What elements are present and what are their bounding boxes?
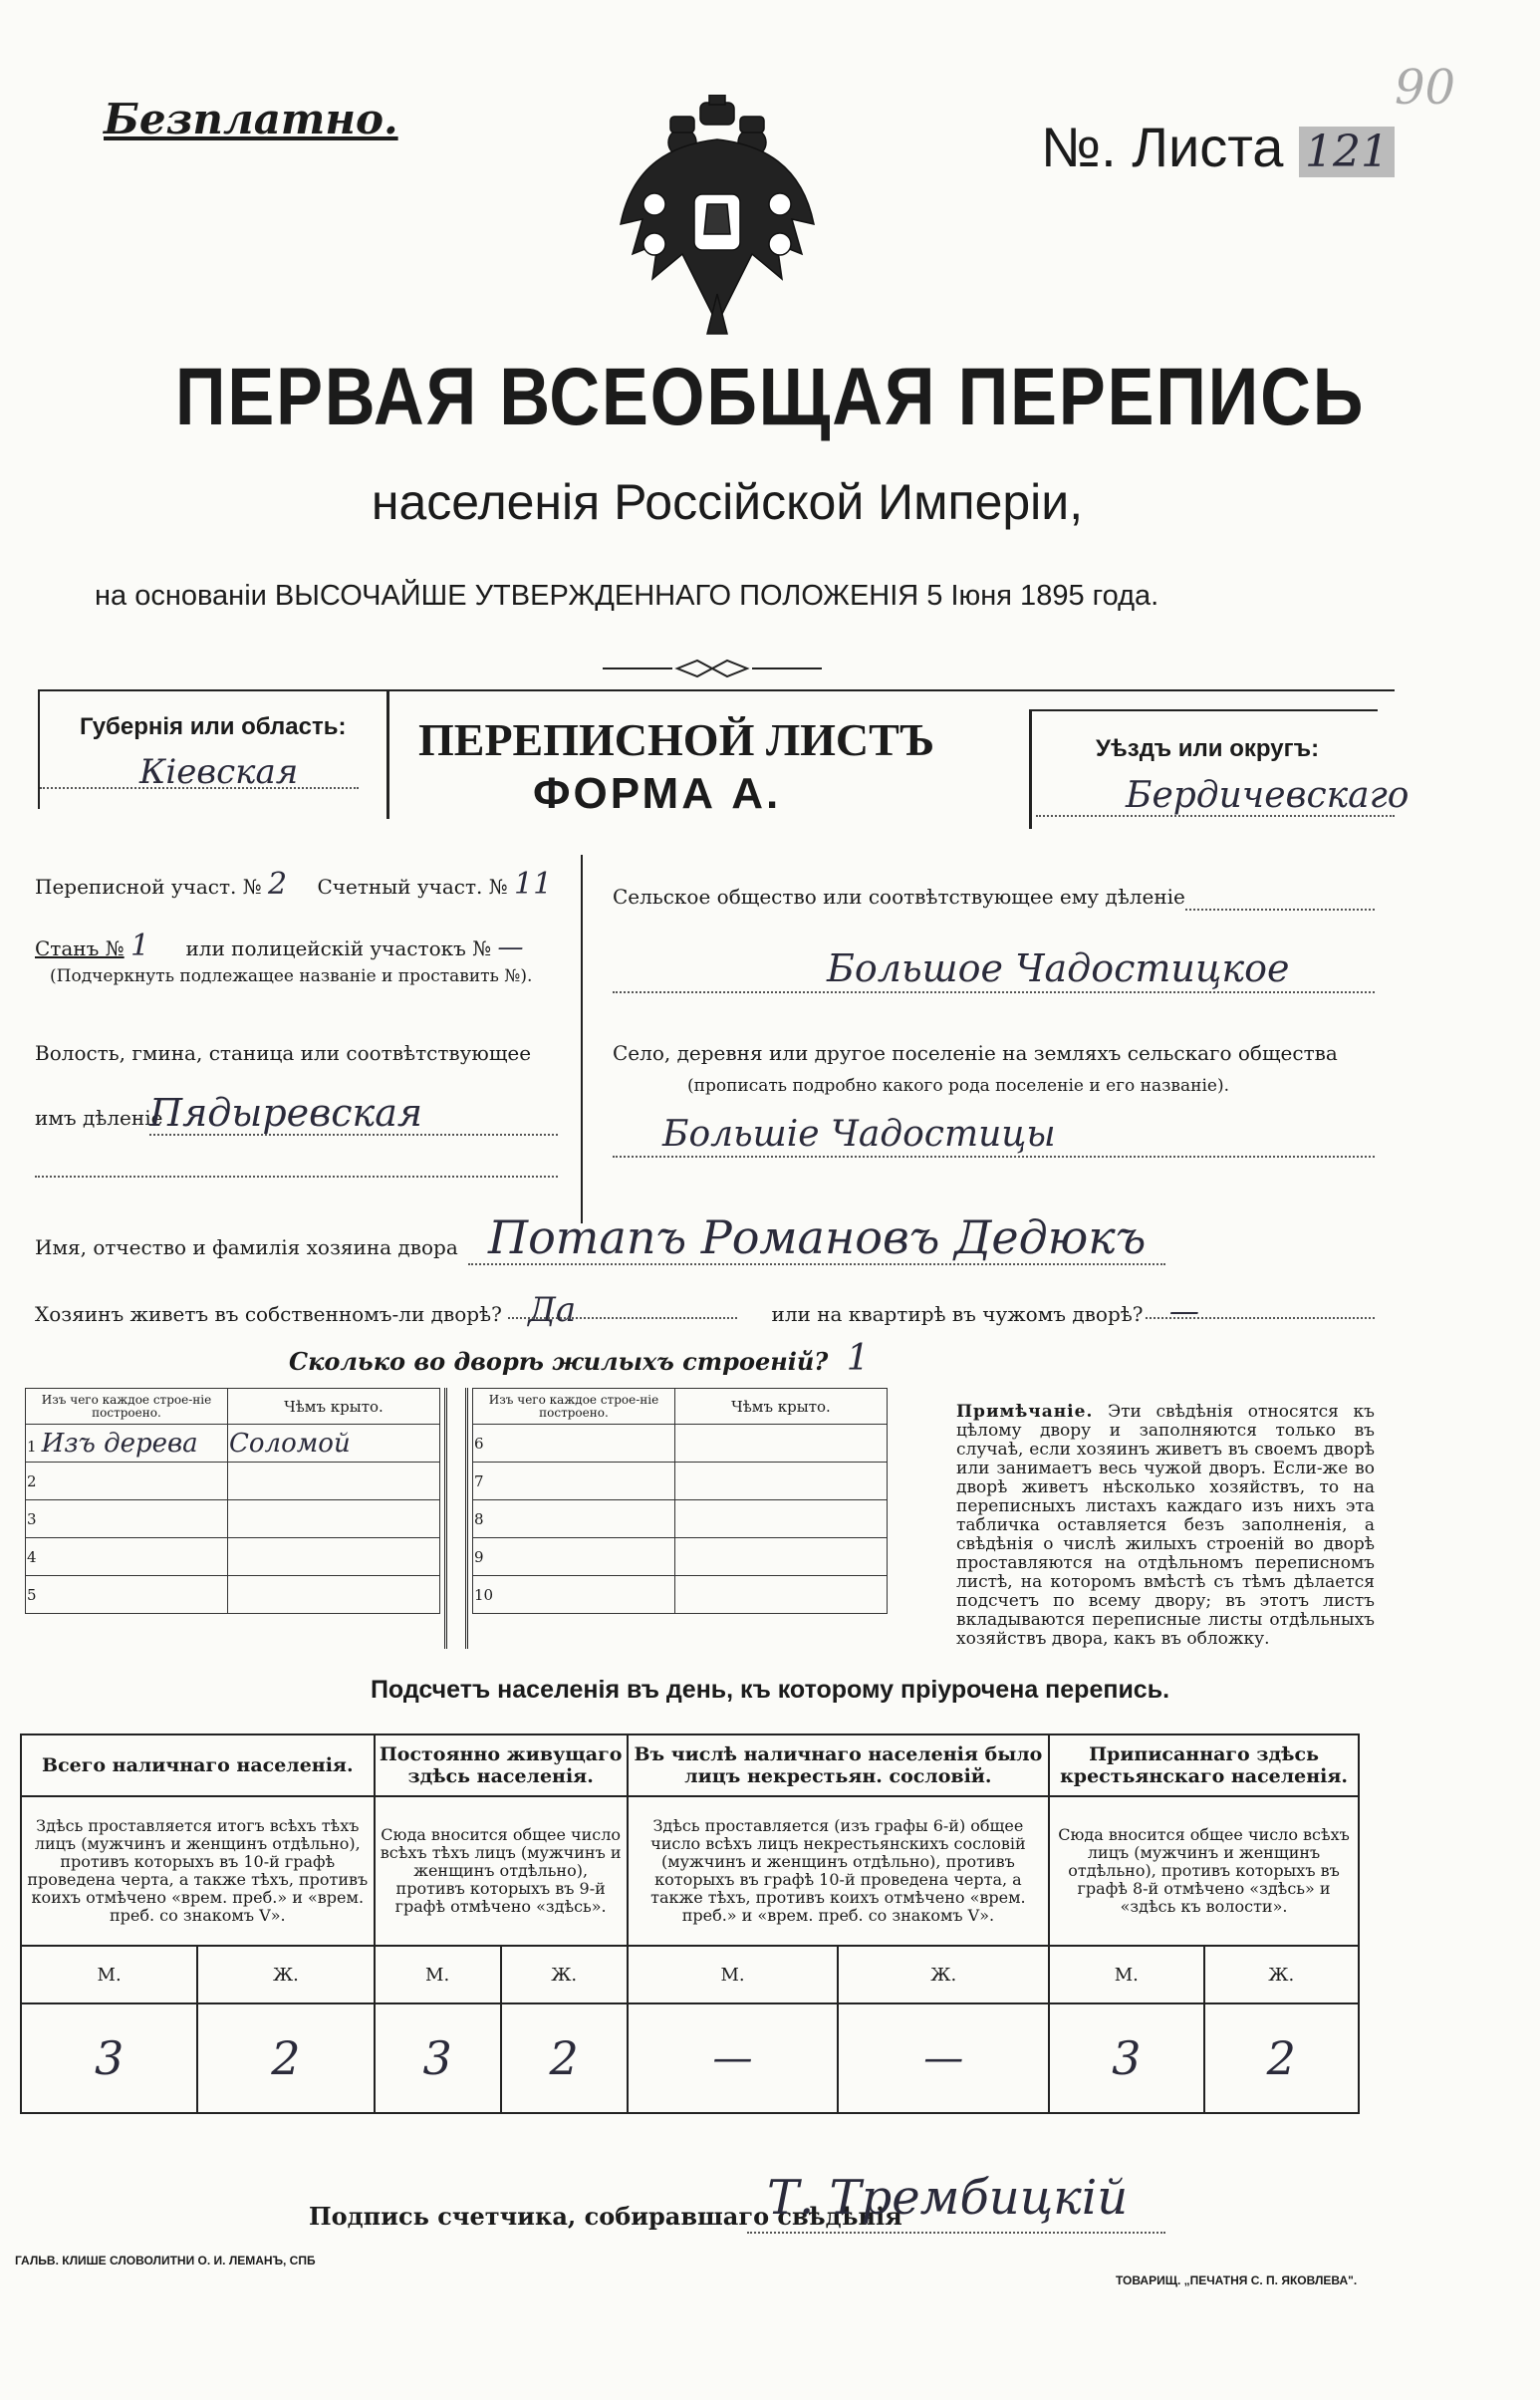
pop-col-desc: Сюда вносится общее число всѣхъ тѣхъ лицъ (мужчинъ и женщинъ отдѣльно), противъ которыхъ въ 9-й графѣ отмѣчено «здѣсь».	[375, 1796, 628, 1946]
gubernia-value: Кіевская	[139, 752, 299, 792]
male-header: М.	[21, 1946, 197, 2003]
ornament-divider	[603, 658, 822, 679]
female-count: 2	[197, 2003, 374, 2113]
stan-field	[35, 929, 523, 963]
volost-label-2: имъ дѣленіе	[35, 1106, 163, 1130]
building-roof: Соломой	[228, 1425, 440, 1463]
uezd-label: Уѣздъ или округъ:	[1096, 735, 1320, 762]
schet-label: Счетный участ. №	[317, 875, 508, 899]
col-material-header: Изъ чего каждое строе-ніе построено.	[26, 1389, 228, 1425]
building-row: 1 Изъ дерева	[26, 1425, 228, 1463]
pop-col-head: Постоянно живущаго здѣсь населенія.	[375, 1734, 628, 1796]
buildings-table-left	[25, 1388, 440, 1614]
form-title: ПЕРЕПИСНОЙ ЛИСТЪ	[418, 714, 935, 765]
col-roof-header: Чѣмъ крыто.	[228, 1389, 440, 1425]
buildings-table	[25, 1388, 888, 1649]
pop-col-desc: Здѣсь проставляется (изъ графы 6-й) общее число всѣхъ лицъ некрестьянскихъ сословій (мужчинъ и женщинъ отдѣльно), противъ которыхъ въ графѣ 10-й проведена черта, а также тѣхъ, противъ коихъ отмѣчено «врем. преб.» и «врем. преб. со знакомъ V».	[628, 1796, 1049, 1946]
sheet-number-label: №. Листа	[1041, 116, 1284, 178]
pop-col-desc: Сюда вносится общее число всѣхъ лицъ (мужчинъ и женщинъ отдѣльно), противъ которыхъ въ графѣ 8-й отмѣчено «здѣсь» и «здѣсь къ волости».	[1049, 1796, 1359, 1946]
male-count: —	[628, 2003, 839, 2113]
census-title: ПЕРВАЯ ВСЕОБЩАЯ ПЕРЕПИСЬ	[174, 352, 1366, 442]
building-row: 2	[26, 1463, 228, 1500]
signature-value: Т. Трембицкій	[767, 2170, 1129, 2226]
owner-own-field	[35, 1290, 1370, 1330]
uezd-value: Бердичевскаго	[1126, 775, 1410, 816]
female-count: 2	[501, 2003, 628, 2113]
village-label: Село, деревня или другое поселеніе на земляхъ сельскаго общества	[613, 1041, 1338, 1065]
society-label: Сельское общество или соотвѣтствующее ему дѣленіе	[613, 885, 1185, 909]
building-row: 3	[26, 1500, 228, 1538]
note-block	[956, 1403, 1375, 1649]
printer-right: ТОВАРИЩ. „ПЕЧАТНЯ С. П. ЯКОВЛЕВА".	[1116, 2273, 1358, 2287]
pop-col-head: Приписаннаго здѣсь крестьянскаго населенія.	[1049, 1734, 1359, 1796]
buildings-table-right	[472, 1388, 888, 1614]
uchast-field	[35, 867, 552, 902]
uchast-value: 2	[268, 867, 288, 902]
society-value: Большое Чадостицкое	[827, 946, 1290, 990]
note-head: Примѣчаніе.	[956, 1402, 1094, 1422]
police-value: —	[497, 933, 524, 962]
printer-left: ГАЛЬВ. КЛИШЕ СЛОВОЛИТНИ О. И. ЛЕМАНЪ, СПБ	[15, 2254, 316, 2267]
form-letter: ФОРМА А.	[533, 769, 782, 818]
female-header: Ж.	[1204, 1946, 1360, 2003]
building-row: 9	[473, 1538, 675, 1576]
col-material-header: Изъ чего каждое строе-ніе построено.	[473, 1389, 675, 1425]
owner-rent-label: или на квартирѣ въ чужомъ дворѣ?	[771, 1302, 1144, 1326]
signature-label: Подпись счетчика, собиравшаго свѣдѣнія	[309, 2202, 902, 2231]
village-note: (прописать подробно какого рода поселеніе и его названіе).	[687, 1076, 1229, 1096]
female-header: Ж.	[838, 1946, 1049, 2003]
sheet-number-value: 121	[1299, 127, 1395, 177]
male-header: М.	[375, 1946, 501, 2003]
male-count: 3	[1049, 2003, 1203, 2113]
owner-own-label: Хозяинъ живетъ въ собственномъ-ли дворѣ?	[35, 1302, 502, 1326]
building-row: 7	[473, 1463, 675, 1500]
col-roof-header: Чѣмъ крыто.	[675, 1389, 888, 1425]
buildings-label: Сколько во дворѣ жилыхъ строеній?	[289, 1347, 829, 1376]
pop-col-head: Всего наличнаго населенія.	[21, 1734, 375, 1796]
female-count: —	[838, 2003, 1049, 2113]
census-subtitle: населенія Россійской Имперіи,	[371, 474, 1084, 530]
buildings-value: 1	[846, 1338, 870, 1379]
male-header: М.	[628, 1946, 839, 2003]
building-row: 5	[26, 1576, 228, 1614]
census-basis: на основаніи ВЫСОЧАЙШЕ УТВЕРЖДЕННАГО ПОЛОЖЕНІЯ 5 Іюня 1895 года.	[95, 580, 1159, 612]
corner-mark: 90	[1395, 60, 1456, 116]
owner-rent-value: —	[1168, 1294, 1199, 1329]
stan-label: Станъ №	[35, 936, 125, 960]
male-count: 3	[21, 2003, 197, 2113]
building-row: 10	[473, 1576, 675, 1614]
pop-col-desc: Здѣсь проставляется итогъ всѣхъ тѣхъ лицъ (мужчинъ и женщинъ отдѣльно), противъ которыхъ въ 10-й графѣ проведена черта, а также тѣхъ, противъ коихъ отмѣчено «врем. преб.» и «врем. преб. со знакомъ V».	[21, 1796, 375, 1946]
building-material: Изъ дерева	[41, 1428, 198, 1459]
volost-value: Пядыревская	[149, 1091, 423, 1135]
building-row: 4	[26, 1538, 228, 1576]
owner-name-label: Имя, отчество и фамилія хозяина двора	[35, 1235, 458, 1259]
uchast-label: Переписной участ. №	[35, 875, 262, 899]
sheet-number	[1041, 115, 1395, 179]
gubernia-label: Губернія или область:	[80, 713, 347, 740]
owner-name-value: Потапъ Романовъ Дедюкъ	[488, 1210, 1147, 1264]
note-text: Эти свѣдѣнія относятся къ цѣлому двору и заполняются только въ случаѣ, если хозяинъ живетъ въ своемъ дворѣ или занимаетъ весь чужой дворъ. Если-же во дворѣ живетъ нѣсколько хозяйствъ, то на переписныхъ листахъ каждаго изъ нихъ эта табличка оставляется безъ заполненія, а свѣдѣнія о числѣ жилыхъ строеній во дворѣ проставляются на отдѣльномъ переписномъ листѣ, на которомъ вмѣстѣ съ тѣмъ дѣлается подсчетъ по всему двору; въ этотъ листъ вкладываются переписные листы отдѣльныхъ хозяйствъ двора, какъ въ обложку.	[956, 1402, 1375, 1649]
free-label: Безплатно.	[104, 95, 398, 143]
female-header: Ж.	[197, 1946, 374, 2003]
police-label: или полицейскій участокъ №	[185, 936, 492, 960]
building-row: 8	[473, 1500, 675, 1538]
buildings-field	[289, 1338, 870, 1379]
population-table	[20, 1733, 1360, 2114]
male-header: М.	[1049, 1946, 1203, 2003]
schet-value: 11	[514, 867, 553, 902]
female-header: Ж.	[501, 1946, 628, 2003]
stan-value: 1	[130, 929, 150, 963]
female-count: 2	[1204, 2003, 1360, 2113]
volost-label: Волость, гмина, станица или соотвѣтствующее	[35, 1041, 532, 1065]
population-title: Подсчетъ населенія въ день, къ которому пріурочена перепись.	[370, 1676, 1170, 1704]
building-row: 6	[473, 1425, 675, 1463]
village-value: Большіе Чадостицы	[662, 1114, 1056, 1155]
owner-own-value: Да	[528, 1290, 577, 1330]
pop-col-head: Въ числѣ наличнаго населенія было лицъ некрестьян. сословій.	[628, 1734, 1049, 1796]
imperial-eagle-emblem	[613, 95, 822, 339]
stan-note: (Подчеркнуть подлежащее названіе и проставить №).	[50, 966, 533, 986]
male-count: 3	[375, 2003, 501, 2113]
